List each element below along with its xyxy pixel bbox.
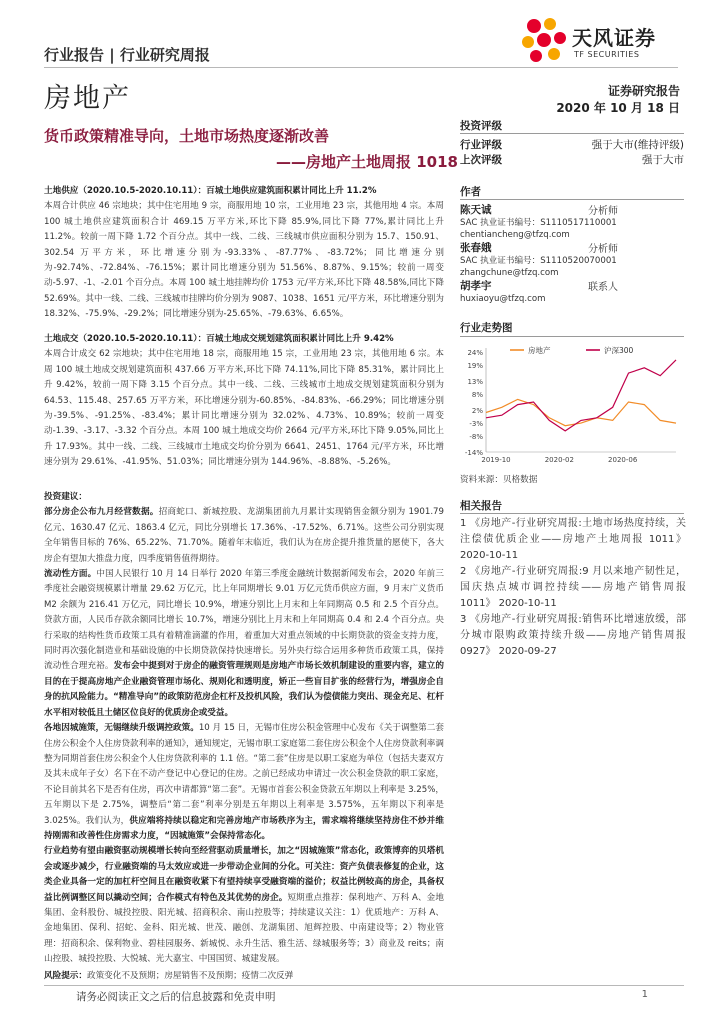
trend-heading: 行业走势图 [460, 322, 513, 334]
footer-divider [44, 985, 684, 986]
x-tick-label: 2020-02 [544, 456, 574, 464]
author-role: 分析师 [588, 206, 618, 217]
y-tick-label: -3% [469, 420, 483, 429]
industry-rating-row [460, 137, 684, 152]
report-date: 2020 年 10 月 18 日 [556, 101, 680, 115]
risk-text: 政策变化不及预期；房屋销售不及预期；疫情二次反弹 [86, 971, 294, 981]
related-heading: 相关报告 [460, 500, 502, 512]
chart-source: 资料来源：贝格数据 [460, 475, 538, 485]
invest-p3-bold: 供应端将持续以稳定和完善房地产市场秩序为主，需求端将继续坚持房住不炒并维持刚需和改善性住房需求力度，“因城施策”会保持常态化。 [44, 815, 444, 841]
rating-divider [460, 133, 684, 134]
author-card [460, 240, 684, 279]
y-tick-label: 2% [471, 406, 483, 415]
deal-text: 本周合计成交 62 宗地块；其中住宅用地 18 宗，商服用地 15 宗，工业用地 23 宗，其他用地 6 宗。本周 100 城土地成交规划建筑面积 437.66 万平方米,环比下降 74.11%,同比下降 85.31%，累计同比上升 9.42%，较前一周下降 3.15 个百分点。其中一线、二线、三线城市土地成交规划建筑面积分别为 64.53、115.48、257.65 万平方米，环比增速分别为-60.85%、-84.83%、-66.29%；同比增速分别为-39.5%、-91.25%、-83.4%；累计同比增速分别为 32.02%、4.73%、10.89%；较前一周变动-1.39、-3.17、-3.32 个百分点。本周 100 城土地成交均价 2664 元/平方米,环比下降 9.05%,同比上升 17.93%。其中一线、二线、三线城市土地成交均价分别为 6641、2451、1764 元/平方米，环比增速分别为 29.61%、-41.95%、51.03%；同比增速分别为 144.96%、-8.88%、-5.26%。 [44, 349, 444, 468]
invest-p3-text: 10 月 15 日，无锡市住房公积金管理中心发布《关于调整第二套住房公积金个人住房贷款利率的通知》，通知规定，无锡市职工家庭第二套住房公积金个人住房贷款利率调整为同期首套住房公积金个人住房贷款利率的 1.1 倍。“第二套”住房是以职工家庭为单位（包括夫妻双方及其未成年子女）名下在不动产登记中心登记的住房。之前已经成功申请过一次公积金贷款的职工家庭，不论目前其名下是否有住房，再次申请都算“第二套”。无锡市首套公积金贷款五年期以上利率是 3.25%，五年期以下是 2.75%，调整后“第二套”利率分别是五年期以上利率是 3.575%，五年期以下利率是 3.025%。我们认为， [44, 723, 444, 826]
previous-rating-label: 上次评级 [460, 154, 502, 166]
rating-heading: 投资评级 [460, 120, 502, 132]
authors-divider [460, 199, 684, 200]
risk-warning [44, 969, 293, 981]
related-report-item[interactable]: 3 《房地产-行业研究周报:销售环比增速放缓，部分城市限购政策持续升级——房地产销售周报 0927》 2020-09-27 [460, 614, 686, 657]
deal-heading: 土地成交（2020.10.5-2020.10.11）：百城土地成交规划建筑面积累计同比上升 9.42% [44, 334, 394, 344]
author-card [460, 278, 684, 305]
author-email[interactable]: chentiancheng@tfzq.com [460, 230, 570, 240]
investment-heading: 投资建议： [44, 492, 87, 502]
invest-p4-text: 短期重点推荐：保利地产、万科 A、金地集团、金科股份、城投控股、阳光城、招商积余、南山控股等；持续建议关注：1）优质地产：万科 A、金地集团、保利、招蛇、金科、阳光城、世茂、融创、龙湖集团、旭辉控股、中南建设等；2）物业管理：招商积余、保利物业、碧桂园服务、新城悦、永升生活、雅生活、绿城服务等；3）商业及 reits；南山控股、城投控股、大悦城、光大嘉宝、中国国贸、城建发展。 [44, 892, 444, 965]
logo-mark-icon [520, 16, 568, 64]
invest-p4-bold: 行业趋势有望由融资驱动规模增长转向至经营驱动质量增长，加之“因城施策”常态化，政策博弈的贝塔机会或逐步减少，行业融资端的马太效应或进一步带动企业间的分化。可关注：资产负债表修复的企业，这类企业具备一定的加杠杆空间且在融资收紧下有望持续享受融资端的溢价；权益比例较高的房企，具备权益比例调整区间以撬动空间；合作模式有特色及其优势的房企。 [44, 846, 444, 903]
authors-heading: 作者 [460, 186, 481, 198]
y-tick-label: -14% [464, 449, 483, 457]
author-role: 分析师 [588, 244, 618, 255]
supply-section [44, 184, 444, 323]
deal-section [44, 332, 444, 471]
author-name: 胡孝宇 [460, 280, 492, 292]
invest-p2-label: 流动性方面。 [44, 569, 97, 580]
industry-rating-value: 强于大市(维持评级) [591, 139, 684, 151]
logo-english-name: TF SECURITIES [574, 50, 640, 59]
author-name: 陈天诚 [460, 204, 492, 216]
related-reports-list [460, 516, 686, 660]
related-divider [460, 513, 684, 514]
industry-rating-label: 行业评级 [460, 139, 502, 151]
logo-chinese-name: 天风证券 [572, 26, 656, 50]
page-number: 1 [641, 989, 648, 1000]
trend-divider [460, 336, 684, 337]
report-type: 证券研究报告 [607, 84, 680, 98]
related-report-item[interactable]: 2 《房地产-行业研究周报:9 月以来地产韧性足，国庆热点城市调控持续——房地产销售周报 1011》 2020-10-11 [460, 566, 686, 609]
industry-trend-chart [458, 340, 684, 468]
series-line-1 [486, 360, 676, 431]
author-cert: SAC 执业证书编号：S1110517110001 [460, 218, 617, 228]
investment-section [44, 490, 444, 968]
legend-label: 沪深300 [604, 346, 634, 355]
y-tick-label: -8% [469, 433, 483, 442]
previous-rating-row [460, 152, 684, 167]
main-title: 货币政策精准导向，土地市场热度逐渐改善 [44, 127, 330, 145]
supply-text: 本周合计供应 46 宗地块；其中住宅用地 9 宗，商服用地 10 宗，工业用地 23 宗，其他用地 4 宗。本周 100 城土地供应建筑面积合计 469.15 万平方米,环比下降 85.9%,同比下降 77%,累计同比上升 11.2%。较前一周下降 1.72 个百分点。其中一线、二线、三线城市供应面积分别为 15.7、150.91、302.54 万平方米，环比增速分别为-93.33%、-87.77%、-83.72%；同比增速分别为-92.74%、-72.84%、-76.15%；累计同比增速分别为 51.56%、8.87%、9.15%；较前一周变动-5.97、-1、-2.01 个百分点。本周 100 城土地挂牌均价 1753 元/平方米,环比下降 48.58%,同比下降 52.69%。其中一线、二线、三线城市挂牌均价分别为 9087、1038、1651 元/平方米，环比增速分别为 18.32%、-75.9%、-29.2%；同比增速分别为-25.65%、-79.63%、6.65%。 [44, 201, 444, 320]
y-tick-label: 19% [467, 362, 483, 371]
invest-p3-label: 各地因城施策，无锡继续升级调控政策。 [44, 723, 199, 734]
legend-label: 房地产 [528, 346, 551, 355]
author-email[interactable]: huxiaoyu@tfzq.com [460, 294, 546, 304]
x-tick-label: 2020-06 [608, 456, 638, 464]
footer-disclaimer: 请务必阅读正文之后的信息披露和免责申明 [76, 991, 276, 1003]
y-tick-label: 24% [467, 349, 483, 357]
company-logo [520, 8, 680, 68]
previous-rating-value: 强于大市 [642, 154, 684, 166]
invest-p1-text: 招商蛇口、新城控股、龙湖集团前九月累计实现销售金额分别为 1901.79 亿元、1630.47 亿元、1863.4 亿元，同比分别增长 17.36%、-17.52%、6.71%。这些公司分别实现全年销售目标的 76%、65.22%、71.70%。随着年末临近，我们认为在房企提升推货量的愿使下，各大房企有望加大推盘力度，四季度销售值得期待。 [44, 507, 444, 564]
invest-p1-label: 部分房企公布九月经营数据。 [44, 507, 159, 518]
sub-title: ——房地产土地周报 1018 [276, 153, 458, 171]
invest-p2-bold: 发布会中提到对于房企的融资管理规则是房地产市场长效机制建设的重要内容，建立的目的在于提高房地产企业融资管理市场化、规则化和透明度，矫正一些盲目扩张的经营行为，增强房企自身的抗风险能力。“精准导向”的政策防范房企杠杆及投机风险，我们认为偿债能力突出、现金充足、杠杆水平相对较低且土储区位良好的优质房企或受益。 [44, 661, 444, 718]
sector-title: 房地产 [44, 83, 131, 114]
author-cert: SAC 执业证书编号：S1110520070001 [460, 256, 617, 266]
author-name: 张春娥 [460, 242, 492, 254]
series-line-0 [486, 399, 676, 425]
supply-heading: 土地供应（2020.10.5-2020.10.11）：百城土地供应建筑面积累计同比上升 11.2% [44, 186, 377, 196]
y-tick-label: 13% [467, 377, 483, 386]
report-category: 行业报告 | 行业研究周报 [44, 46, 210, 64]
author-role: 联系人 [588, 282, 618, 293]
related-report-item[interactable]: 1 《房地产-行业研究周报:土地市场热度持续，关注偿债优质企业——房地产土地周报 1011》 2020-10-11 [460, 518, 686, 561]
y-tick-label: 8% [471, 391, 483, 400]
author-card [460, 202, 684, 241]
invest-p2-text: 中国人民银行 10 月 14 日举行 2020 年第三季度金融统计数据新闻发布会，2020 年前三季度社会融资规模累计增量 29.62 万亿元，比上年同期增长 9.01 万亿元货币供应方面，9 月末广义货币 M2 余额为 216.41 万亿元，同比增长 10.9%，增速分别比上月末和上年同期高 0.5 和 2.5 个百分点。贷款方面，人民币存款余额同比增长 10.7%，增速分别比上月末和上年同期高 0.4 和 2.4 个百分点。央行采取的结构性货币政策工具有着精准滴灌的作用，着重加大对重点领域的中长期贷款的资金支持力度，同时再次强化制造业和基础设施的中长期贷款保持快速增长。另外央行综合运用多种货币政策工具，保持流动性合理充裕。 [44, 569, 444, 672]
risk-label: 风险提示： [44, 971, 87, 981]
x-tick-label: 2019-10 [481, 456, 511, 464]
author-email[interactable]: zhangchune@tfzq.com [460, 268, 559, 278]
